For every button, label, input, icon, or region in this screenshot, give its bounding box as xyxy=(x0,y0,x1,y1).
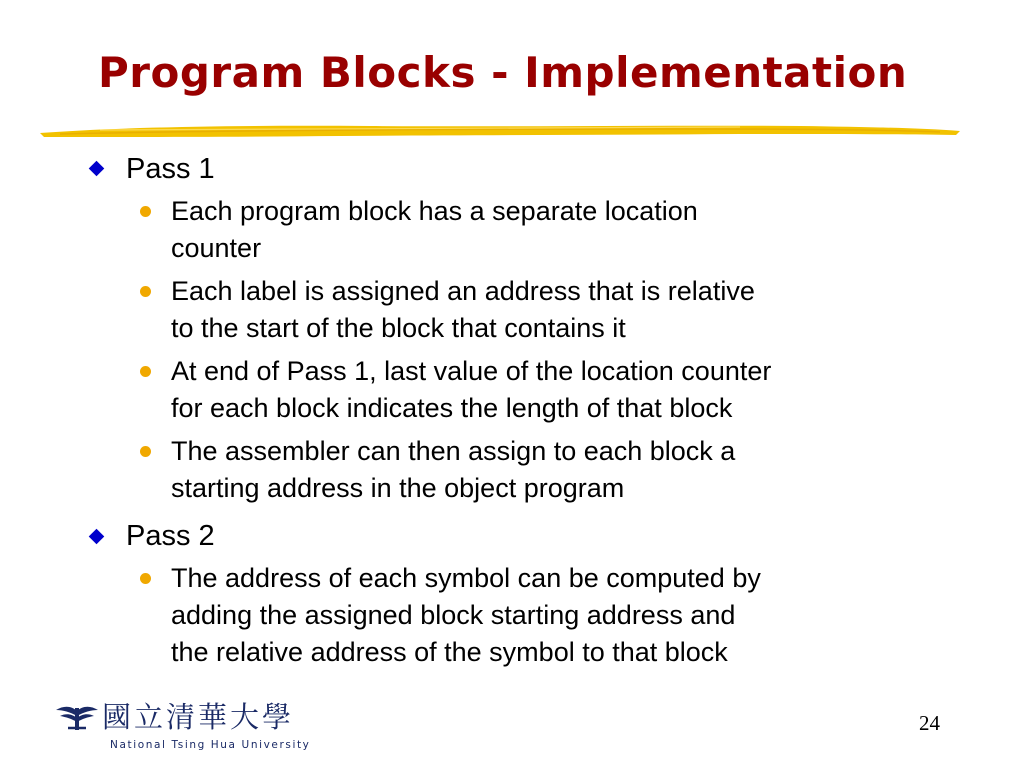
round-bullet-icon xyxy=(140,286,151,297)
bullet-item: Each program block has a separate location counter xyxy=(171,196,698,263)
university-emblem-icon xyxy=(54,702,100,732)
title-underline-brushstroke xyxy=(40,118,960,142)
diamond-bullet-icon xyxy=(89,529,105,545)
round-bullet-icon xyxy=(140,573,151,584)
bullet-item: The address of each symbol can be computed by adding the assigned block starting address and the relative address of the symbol to that block xyxy=(171,563,761,667)
round-bullet-icon xyxy=(140,446,151,457)
logo-chinese-name: 國立清華大學 xyxy=(102,700,295,734)
round-bullet-icon xyxy=(140,206,151,217)
section-heading-pass-1: Pass 1 xyxy=(126,153,215,185)
diamond-bullet-icon xyxy=(89,161,105,177)
university-logo xyxy=(54,700,311,755)
logo-english-name: National Tsing Hua University xyxy=(110,739,311,751)
bullet-item: At end of Pass 1, last value of the location counter for each block indicates the length of that block xyxy=(171,356,772,423)
bullet-item: Each label is assigned an address that is relative to the start of the block that contains it xyxy=(171,276,755,343)
bullet-item: The assembler can then assign to each block a starting address in the object program xyxy=(171,436,736,503)
page-number: 24 xyxy=(919,711,940,735)
section-heading-pass-2: Pass 2 xyxy=(126,520,215,552)
slide-title: Program Blocks - Implementation xyxy=(98,48,908,97)
round-bullet-icon xyxy=(140,366,151,377)
